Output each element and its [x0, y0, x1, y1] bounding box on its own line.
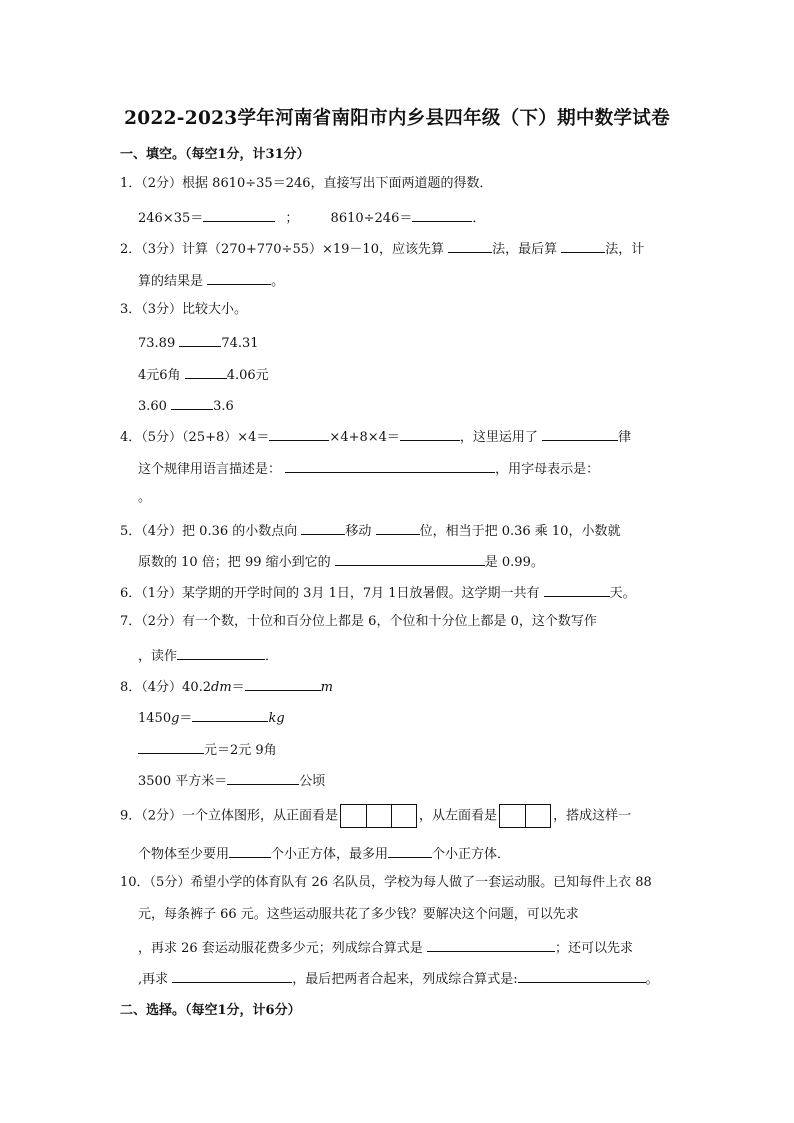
question-8: 8．（4分）40.2dm＝ m: [120, 676, 333, 697]
q3-compare-3: 3.60 3.6: [138, 395, 234, 416]
question-7: 7．（2分）有一个数，十位和百分位上都是 6，个位和十分位上都是 0，这个数写作: [120, 614, 597, 629]
front-view-figure: [340, 804, 417, 828]
question-4: 4．（5分）（25+8）×4＝ ×4+8×4＝ ，这里运用了 律: [120, 426, 631, 447]
q2-blank-3[interactable]: [207, 270, 271, 285]
q8-blank-1[interactable]: [245, 676, 321, 691]
section-heading-choice: 二、选择。（每空1分，计6分）: [120, 1003, 301, 1018]
q1-blank-a[interactable]: [203, 207, 275, 222]
q3-compare-1: 73.89 74.31: [138, 332, 259, 353]
question-3: [120, 301, 247, 319]
q2-blank-1[interactable]: [448, 238, 492, 253]
q2-text-5: 。: [271, 274, 285, 289]
q8-line-2: 1450g＝ kg: [138, 707, 285, 728]
q3-text: 3．（3分）比较大小。: [120, 302, 248, 317]
cube-face: [366, 805, 391, 827]
left-view-figure: [499, 804, 551, 828]
q1-blank-b[interactable]: [412, 207, 472, 222]
q3-blank-1[interactable]: [179, 332, 221, 347]
q9-blank-1[interactable]: [229, 843, 271, 858]
section-heading-fill-blank: 一、填空。（每空1分，计31分）: [120, 147, 310, 162]
question-10: 10．（5分）希望小学的体育队有 26 名队员，学校为每人做了一套运动服。已知每件上衣 88: [120, 875, 652, 890]
cube-face: [341, 805, 366, 827]
q4-blank-3[interactable]: [542, 426, 618, 441]
q4-blank-2[interactable]: [400, 426, 460, 441]
q2-blank-2[interactable]: [561, 238, 605, 253]
q5-blank-1[interactable]: [301, 520, 345, 535]
q8-blank-2[interactable]: [192, 707, 268, 722]
q1-part-b: 8610÷246＝: [330, 211, 413, 226]
q2-text-4: 算的结果是: [138, 274, 204, 289]
question-1: [120, 175, 493, 193]
question-10-line-2: 元，每条裤子 66 元。这些运动服共花了多少钱？要解决这个问题，可以先求: [138, 907, 579, 922]
question-4-line-3: 。: [138, 490, 152, 505]
question-9: 9．（2分）一个立体图形，从正面看是 ，从左面看是 ，搭成这样一: [120, 804, 631, 828]
q8-line-3: 元＝2元 9角: [138, 739, 277, 760]
q3-compare-2: 4元6角 4.06元: [138, 364, 269, 385]
question-6: 6．（1分）某学期的开学时间的 3月 1日，7月 1日放暑假。这学期一共有 天。: [120, 582, 636, 603]
question-10-line-4: ,再求 ，最后把两者合起来，列成综合算式是: 。: [138, 968, 659, 989]
q8-blank-4[interactable]: [227, 770, 299, 785]
q10-blank-2[interactable]: [172, 968, 292, 983]
q1-separator: ；: [285, 211, 299, 226]
q1-end: ．: [472, 211, 486, 226]
question-5: 5．（4分）把 0.36 的小数点向 移动 位，相当于把 0.36 乘 10，小数就: [120, 520, 620, 541]
q9-blank-2[interactable]: [388, 843, 432, 858]
paper-title: 2022-2023学年河南省南阳市内乡县四年级（下）期中数学试卷: [124, 108, 670, 129]
question-2-line-2: [138, 270, 284, 291]
question-10-line-3: ，再求 26 套运动服花费多少元；列成综合算式是 ；还可以先求: [138, 937, 633, 958]
question-1-answers: [138, 207, 485, 228]
q2-text-3: 法，计: [605, 242, 645, 257]
cube-face: [500, 805, 525, 827]
cube-face: [391, 805, 416, 827]
q2-text-2: 法，最后算: [492, 242, 558, 257]
q4-blank-1[interactable]: [269, 426, 329, 441]
q1-text: 1．（2分）根据 8610÷35＝246，直接写出下面两道题的得数．: [120, 176, 493, 191]
q3-blank-3[interactable]: [171, 395, 213, 410]
q6-blank[interactable]: [544, 582, 610, 597]
q10-blank-3[interactable]: [518, 968, 646, 983]
q3-blank-2[interactable]: [185, 364, 227, 379]
q10-blank-1[interactable]: [427, 937, 555, 952]
q5-blank-2[interactable]: [376, 520, 420, 535]
cube-face: [525, 805, 550, 827]
question-7-line-2: ，读作 ．: [138, 645, 278, 666]
q2-text-1: 2．（3分）计算（270+770÷55）×19－10，应该先算: [120, 242, 444, 257]
q5-blank-3[interactable]: [335, 551, 485, 566]
q1-part-a: 246×35＝: [138, 211, 204, 226]
question-4-line-2: 这个规律用语言描述是： ，用字母表示是：: [138, 458, 599, 479]
q8-line-4: 3500 平方米＝ 公顷: [138, 770, 325, 791]
q4-blank-4[interactable]: [285, 458, 495, 473]
question-9-line-2: 个物体至少要用 个小正方体，最多用 个小正方体．: [138, 843, 510, 864]
question-5-line-2: 原数的 10 倍；把 99 缩小到它的 是 0.99。: [138, 551, 544, 572]
question-2: [120, 238, 644, 259]
q8-blank-3[interactable]: [138, 739, 204, 754]
q7-blank[interactable]: [177, 645, 265, 660]
